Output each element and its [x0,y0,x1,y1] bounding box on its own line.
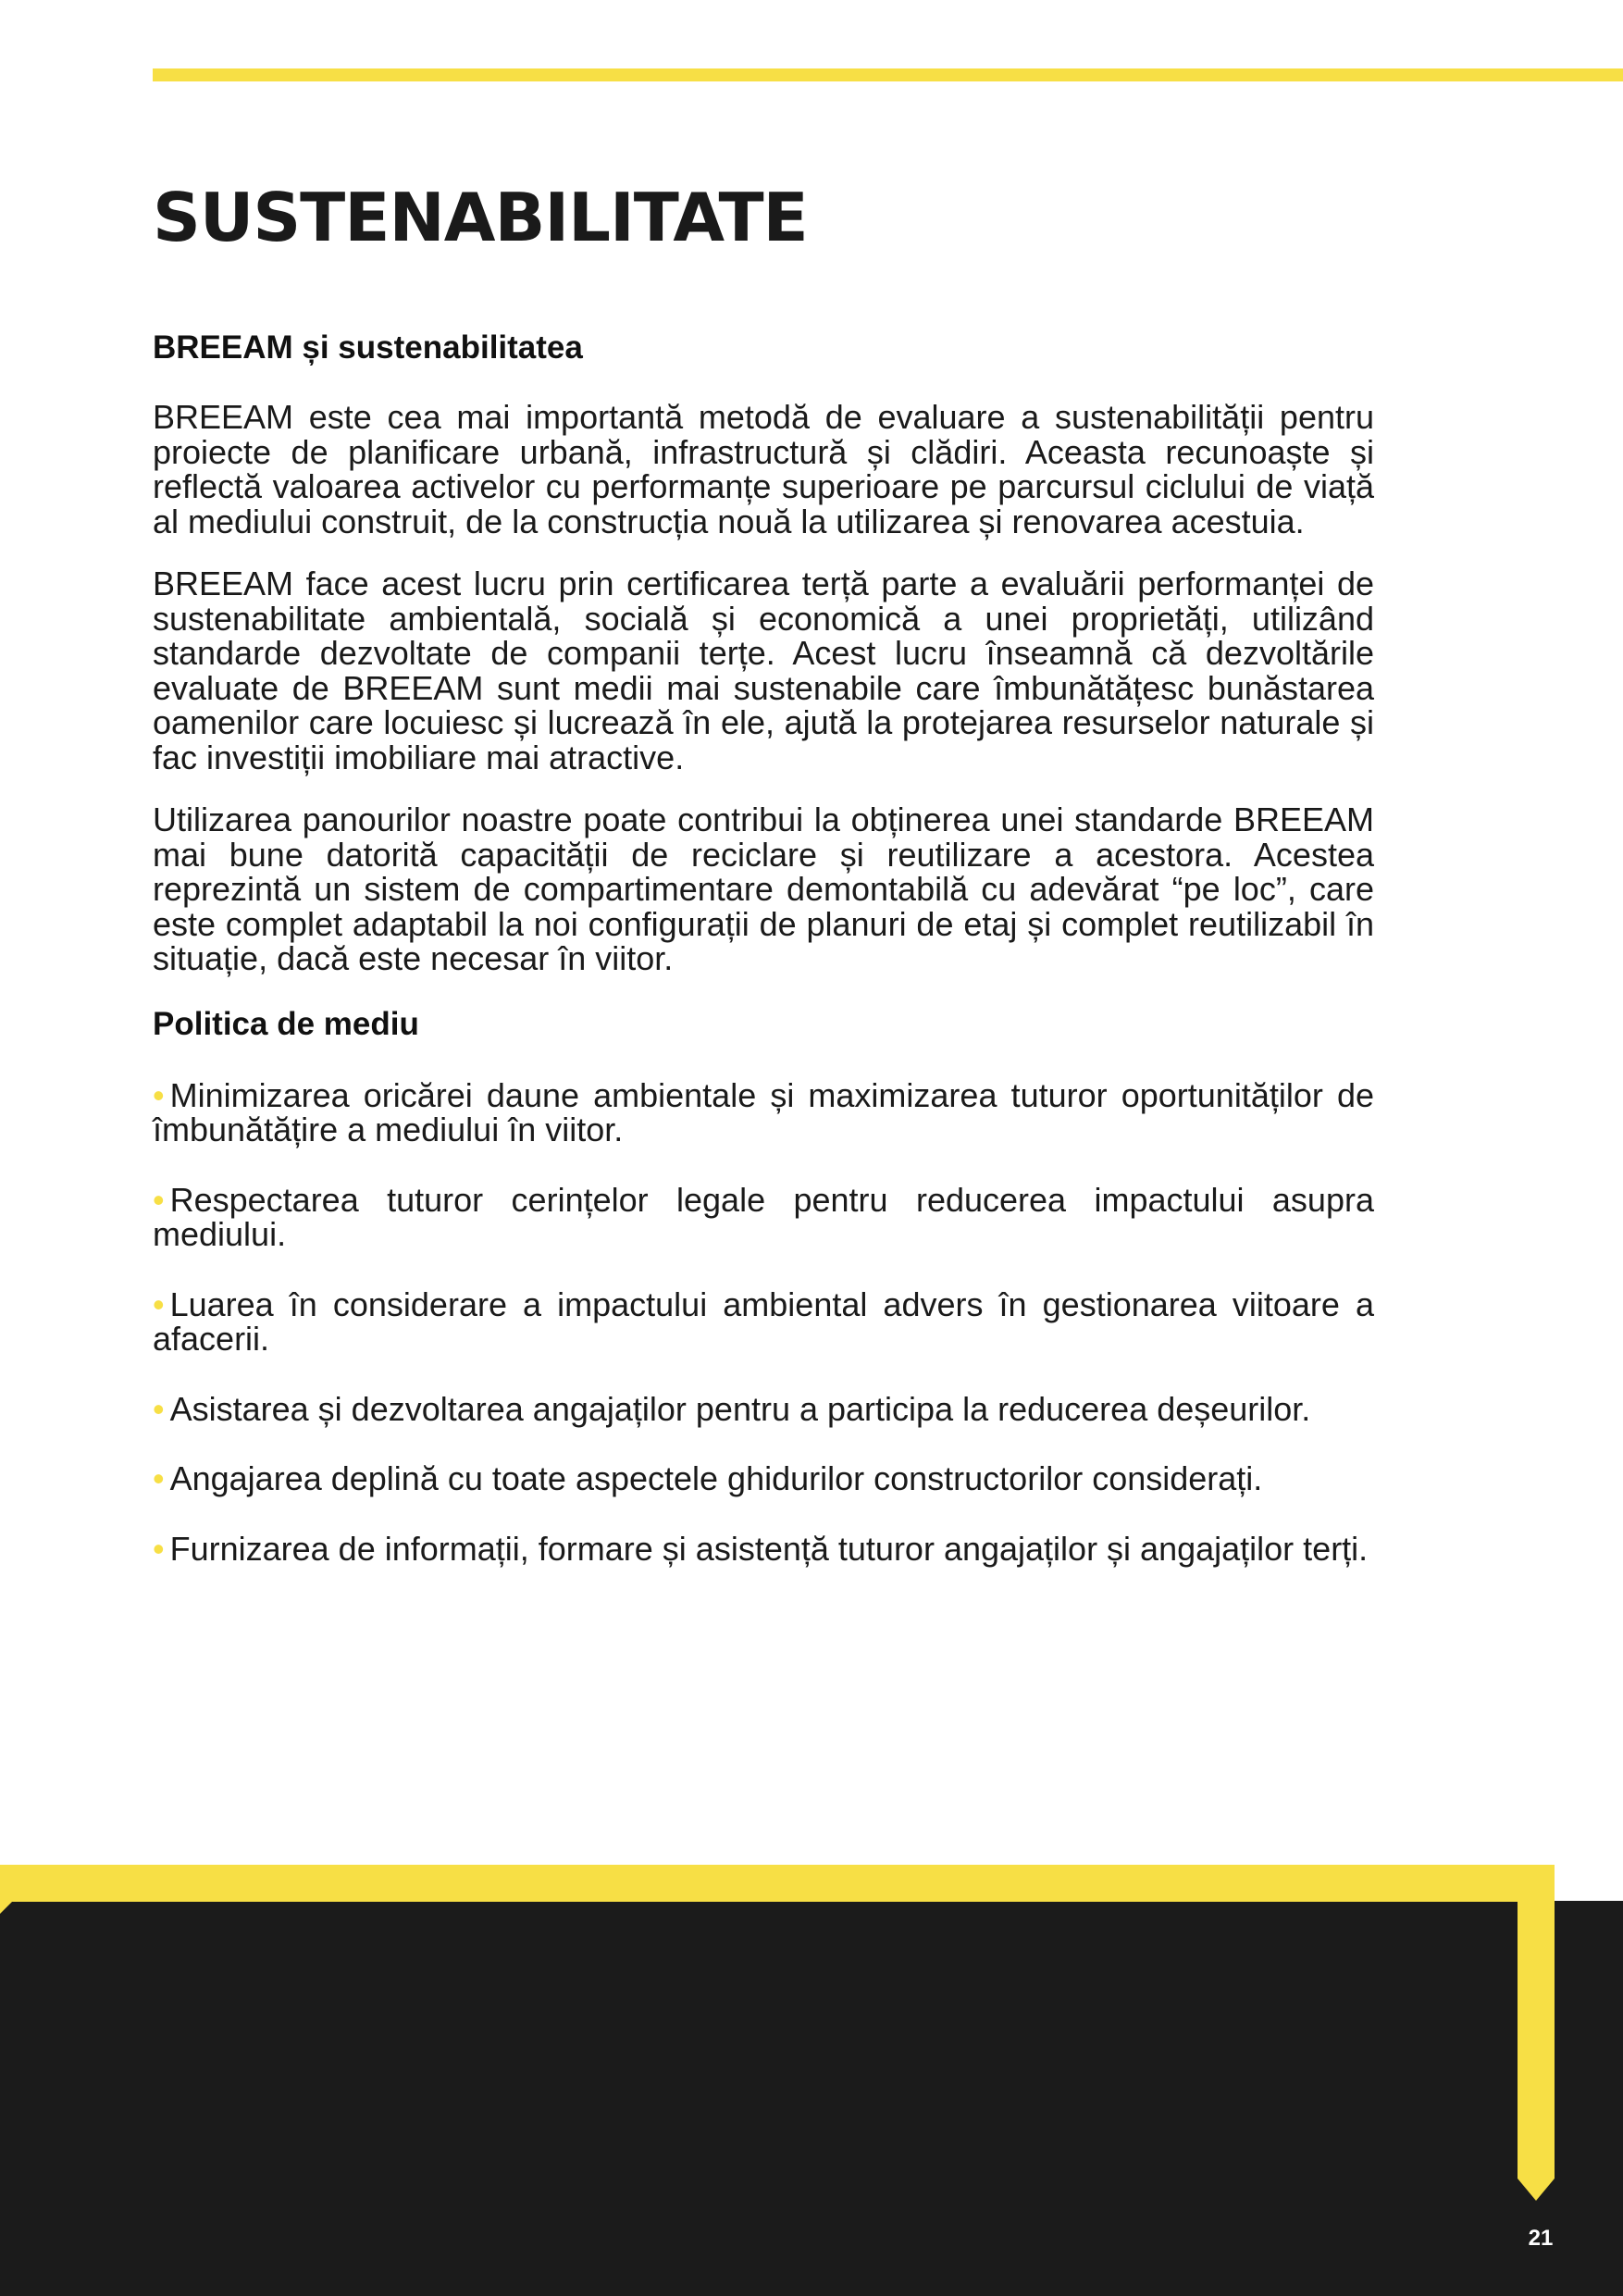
bullet-dot-icon: • [153,1285,165,1323]
bullet-dot-icon: • [153,1075,165,1114]
footer-accent-strip [0,1865,1555,1902]
bullet-dot-icon: • [153,1180,165,1219]
policy-section [153,1004,1374,1567]
footer-arrow-point-icon [1518,2178,1555,2201]
breeam-paragraph: Utilizarea panourilor noastre poate contribui la obținerea unei standarde BREEAM mai bune datorită capacității de reciclare și reutilizare a acestora. Acestea reprezintă un sistem de compartimentare demontabilă cu adevărat “pe loc”, care este complet adaptabil la noi configurații de planuri de etaj și complet reutilizabil în situație, dacă este necesar în viitor. [153,800,1374,977]
policy-item-text: Asistarea și dezvoltarea angajaților pentru a participa la reducerea deșeurilor. [169,1389,1311,1428]
breeam-section [153,328,1374,976]
policy-item-text: Respectarea tuturor cerințelor legale pentru reducerea impactului asupra mediului. [153,1180,1374,1253]
policy-item [153,1180,1374,1253]
footer-dark-band [0,1901,1623,2296]
breeam-heading: BREEAM și sustenabilitatea [153,329,583,366]
policy-item-text: Minimizarea oricărei daune ambientale și maximizarea tuturor oportunităților de îmbunătățire a mediului în viitor. [153,1075,1374,1148]
policy-item-text: Furnizarea de informații, formare și asistență tuturor angajaților și angajaților terți. [169,1529,1369,1568]
policy-heading: Politica de mediu [153,1005,419,1042]
policy-item [153,1529,1374,1568]
policy-item-text: Angajarea deplină cu toate aspectele ghidurilor constructorilor considerați. [169,1459,1263,1497]
top-accent-rule [153,68,1623,81]
page-title: SUSTENABILITATE [153,179,808,256]
bullet-dot-icon: • [153,1459,165,1497]
breeam-paragraph: BREEAM este cea mai importantă metodă de evaluare a sustenabilității pentru proiecte de planificare urbană, infrastructură și clădiri. Aceasta recunoaște și reflectă valoarea activelor cu performanțe superioare pe parcursul ciclului de viață al mediului construit, de la construcția nouă la utilizarea și renovarea acestuia. [153,398,1374,540]
breeam-paragraph: BREEAM face acest lucru prin certificarea terță parte a evaluării performanței de sustenabilitate ambientală, socială și economică a unei proprietăți, utilizând standarde dezvoltate de companii terțe. Acest lucru înseamnă că dezvoltările evaluate de BREEAM sunt medii mai sustenabile care îmbunătățesc bunăstarea oamenilor care locuiesc și lucrează în ele, ajută la protejarea resurselor naturale și fac investiții imobiliare mai atractive. [153,565,1374,776]
policy-list [153,1075,1374,1568]
policy-item-text: Luarea în considerare a impactului ambiental advers în gestionarea viitoare a afacerii. [153,1285,1374,1358]
footer-corner-notch [0,1901,13,1914]
footer-vertical-accent-bar [1518,1901,1555,2178]
page-number: 21 [1528,2226,1554,2251]
policy-item [153,1075,1374,1148]
bullet-dot-icon: • [153,1529,165,1568]
bullet-dot-icon: • [153,1389,165,1428]
policy-item [153,1461,1374,1496]
policy-item [153,1389,1374,1428]
page-content [153,176,1374,1566]
policy-item [153,1287,1374,1357]
